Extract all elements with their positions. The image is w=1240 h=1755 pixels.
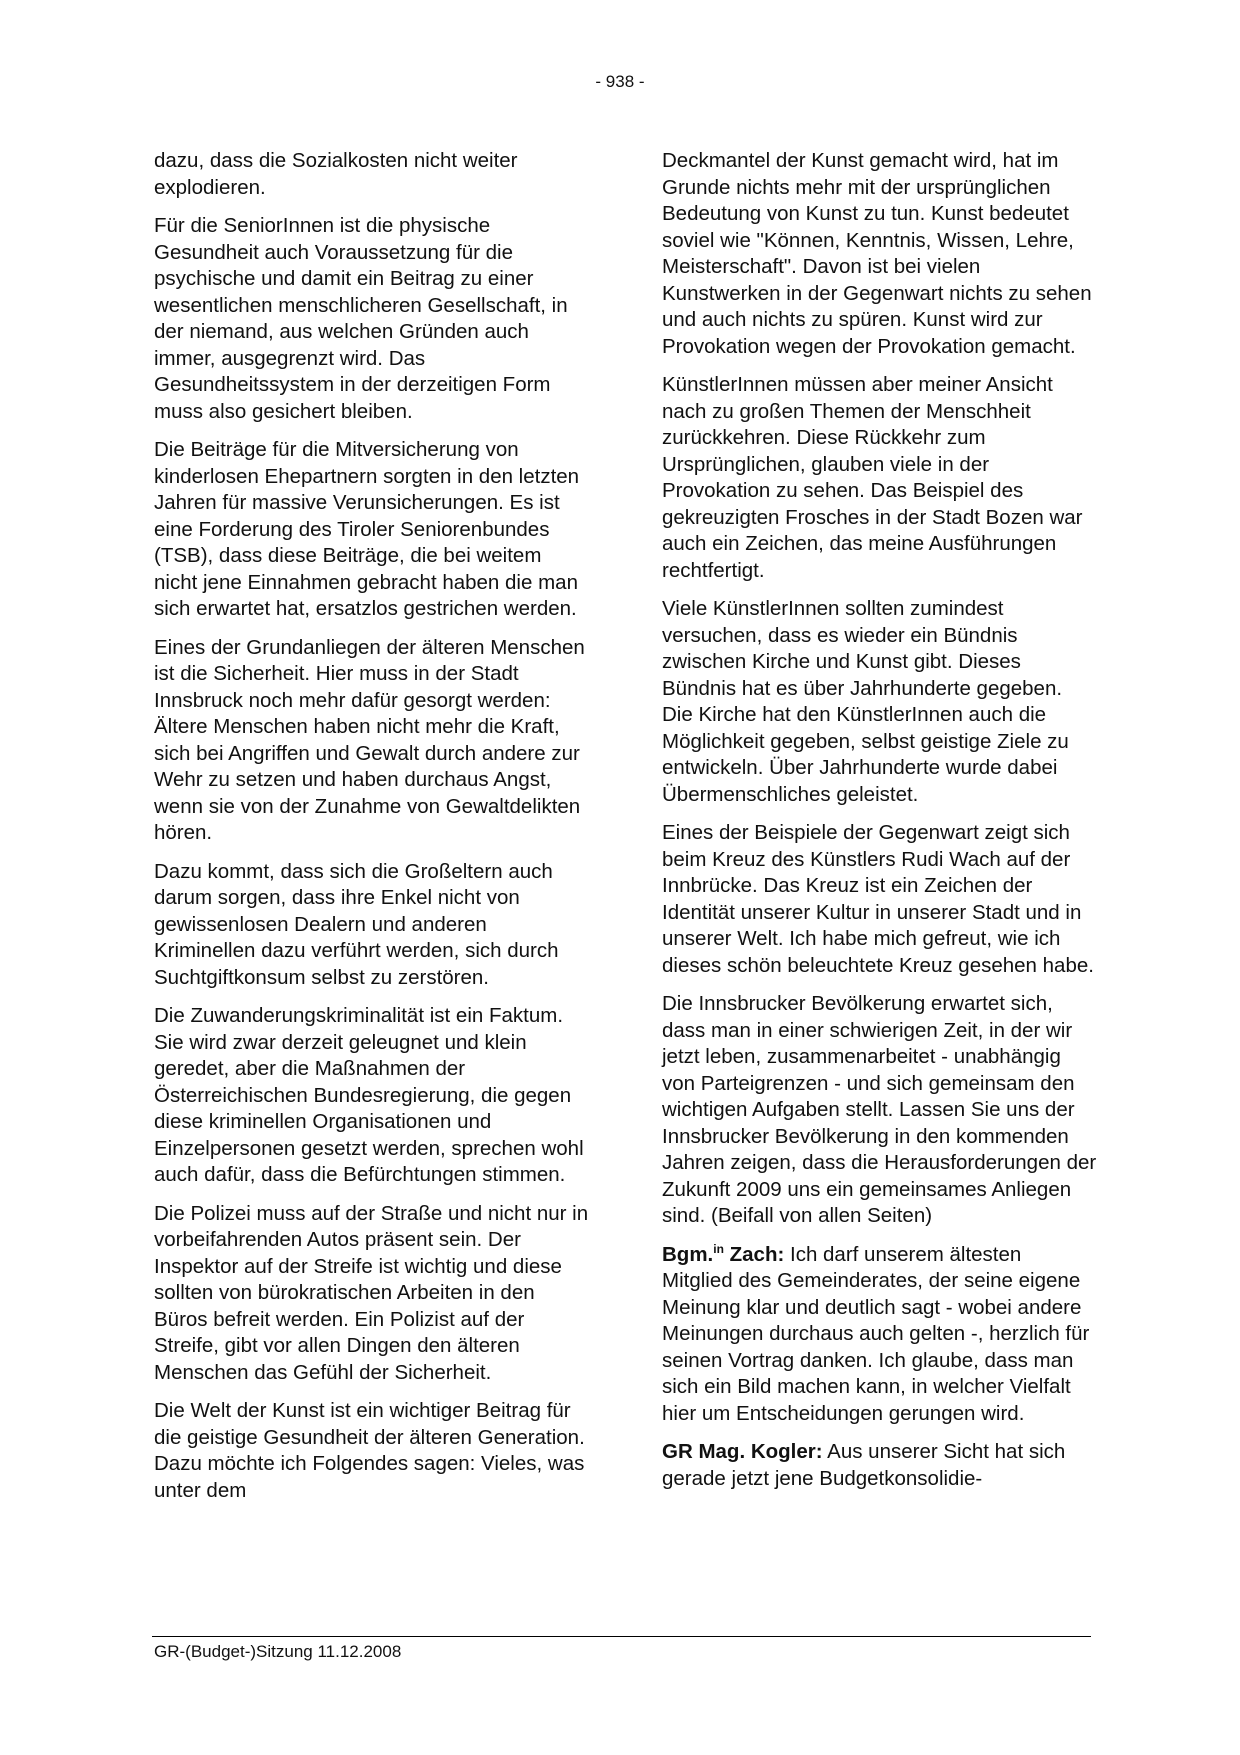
paragraph: Die Polizei muss auf der Straße und nicht nur in vorbeifahrenden Autos präsent sein. Der Inspektor auf der Streife ist wichtig und diese sollten von bürokratischen Arbeiten in den Büros befreit werden. Ein Polizist auf der Streife, gibt vor allen Dingen den älteren Menschen das Gefühl der Sicherheit. bbox=[154, 1201, 589, 1384]
paragraph-continued: Die Welt der Kunst ist ein wichtiger Beitrag für die geistige Gesundheit der älteren Generation. Dazu möchte ich Folgendes sagen: Vieles, was unter dem bbox=[154, 1399, 585, 1502]
speech-text: Ich darf unserem ältesten Mitglied des Gemeinderates, der seine eigene Meinung klar und deutlich sagt - wobei andere Meinungen durchaus auch gelten -, herzlich für seinen Vortrag danken. Ich glaube, dass man sich ein Bild machen kann, in welcher Vielfalt hier um Entscheidungen gerungen wird. bbox=[662, 1242, 1090, 1425]
paragraph: Eines der Grundanliegen der älteren Menschen ist die Sicherheit. Hier muss in der Stadt Innsbruck noch mehr dafür gesorgt werden: Ältere Menschen haben nicht mehr die Kraft, sich bei Angriffen und Gewalt durch andere zur Wehr zu setzen und haben durchaus Angst, wenn sie von der Zunahme von Gewaltdelikten hören. bbox=[154, 635, 585, 844]
speaker-name: Zach: bbox=[723, 1242, 785, 1266]
speech-text: Aus unserer Sicht hat sich gerade jetzt jene Budgetkonsolidie- bbox=[662, 1440, 1066, 1490]
speaker-prefix: Bgm. bbox=[662, 1242, 714, 1266]
footer: GR-(Budget-)Sitzung 11.12.2008 bbox=[154, 1642, 402, 1661]
speech-mayor bbox=[662, 1242, 1097, 1428]
footer-divider bbox=[152, 1636, 1091, 1637]
left-column bbox=[154, 148, 589, 1504]
page-number: - 938 - bbox=[595, 72, 645, 91]
paragraph: Die Innsbrucker Bevölkerung erwartet sich, dass man in einer schwierigen Zeit, in der wir jetzt leben, zusammenarbeitet - unabhängig von Parteigrenzen - und sich gemeinsam den wichtigen Aufgaben stellt. Lassen Sie uns der Innsbrucker Bevölkerung in den kommenden Jahren zeigen, dass die Herausforderungen der Zukunft 2009 uns ein gemeinsames Anliegen sind. (Beifall von allen Seiten) bbox=[662, 992, 1097, 1227]
paragraph: dazu, dass die Sozialkosten nicht weiter explodieren. bbox=[154, 149, 518, 199]
right-column bbox=[662, 148, 1097, 1492]
paragraph: Für die SeniorInnen ist die physische Gesundheit auch Voraussetzung für die psychische und damit ein Beitrag zu einer wesentlichen menschlicheren Gesellschaft, in der niemand, aus welchen Gründen auch immer, ausgegrenzt wird. Das Gesundheitssystem in der derzeitigen Form muss also gesichert bleiben. bbox=[154, 214, 568, 423]
speaker-superscript: in bbox=[713, 1241, 724, 1256]
paragraph: Viele KünstlerInnen sollten zumindest versuchen, dass es wieder ein Bündnis zwischen Kirche und Kunst gibt. Dieses Bündnis hat es über Jahrhunderte gegeben. Die Kirche hat den KünstlerInnen auch die Möglichkeit gegeben, selbst geistige Ziele zu entwickeln. Über Jahrhunderte wurde dabei Übermenschliches geleistet. bbox=[662, 597, 1069, 806]
paragraph: KünstlerInnen müssen aber meiner Ansicht nach zu großen Themen der Menschheit zurückkehren. Diese Rückkehr zum Ursprünglichen, glauben viele in der Provokation zu sehen. Das Beispiel des gekreuzigten Frosches in der Stadt Bozen war auch ein Zeichen, das meine Ausführungen rechtfertigt. bbox=[662, 373, 1083, 582]
paragraph: Eines der Beispiele der Gegenwart zeigt sich beim Kreuz des Künstlers Rudi Wach auf der Innbrücke. Das Kreuz ist ein Zeichen der Identität unserer Kultur in unserer Stadt und in unserer Welt. Ich habe mich gefreut, wie ich dieses schön beleuchtete Kreuz gesehen habe. bbox=[662, 821, 1094, 977]
paragraph: Dazu kommt, dass sich die Großeltern auch darum sorgen, dass ihre Enkel nicht von gewissenlosen Dealern und anderen Kriminellen dazu verführt werden, sich durch Suchtgiftkonsum selbst zu zerstören. bbox=[154, 859, 559, 989]
paragraph: Die Beiträge für die Mitversicherung von kinderlosen Ehepartnern sorgten in den letzten Jahren für massive Verunsicherungen. Es ist eine Forderung des Tiroler Seniorenbundes (TSB), dass diese Beiträge, die bei weitem nicht jene Einnahmen gebracht haben die man sich erwartet hat, ersatzlos gestrichen werden. bbox=[154, 438, 580, 620]
speaker-label: GR Mag. Kogler: bbox=[662, 1440, 823, 1463]
paragraph: Die Zuwanderungskriminalität ist ein Faktum. Sie wird zwar derzeit geleugnet und klein geredet, aber die Maßnahmen der Österreichischen Bundesregierung, die gegen diese kriminellen Organisationen und Einzelpersonen gesetzt werden, sprechen wohl auch dafür, dass die Befürchtungen stimmen. bbox=[154, 1004, 584, 1186]
speech-kogler bbox=[662, 1439, 1097, 1492]
speaker-label bbox=[662, 1243, 784, 1266]
paragraph: Deckmantel der Kunst gemacht wird, hat im Grunde nichts mehr mit der ursprünglichen Bedeutung von Kunst zu tun. Kunst bedeutet soviel wie "Können, Kenntnis, Wissen, Lehre, Meisterschaft". Davon ist bei vielen Kunstwerken in der Gegenwart nichts zu sehen und auch nichts zu spüren. Kunst wird zur Provokation wegen der Provokation gemacht. bbox=[662, 149, 1092, 358]
